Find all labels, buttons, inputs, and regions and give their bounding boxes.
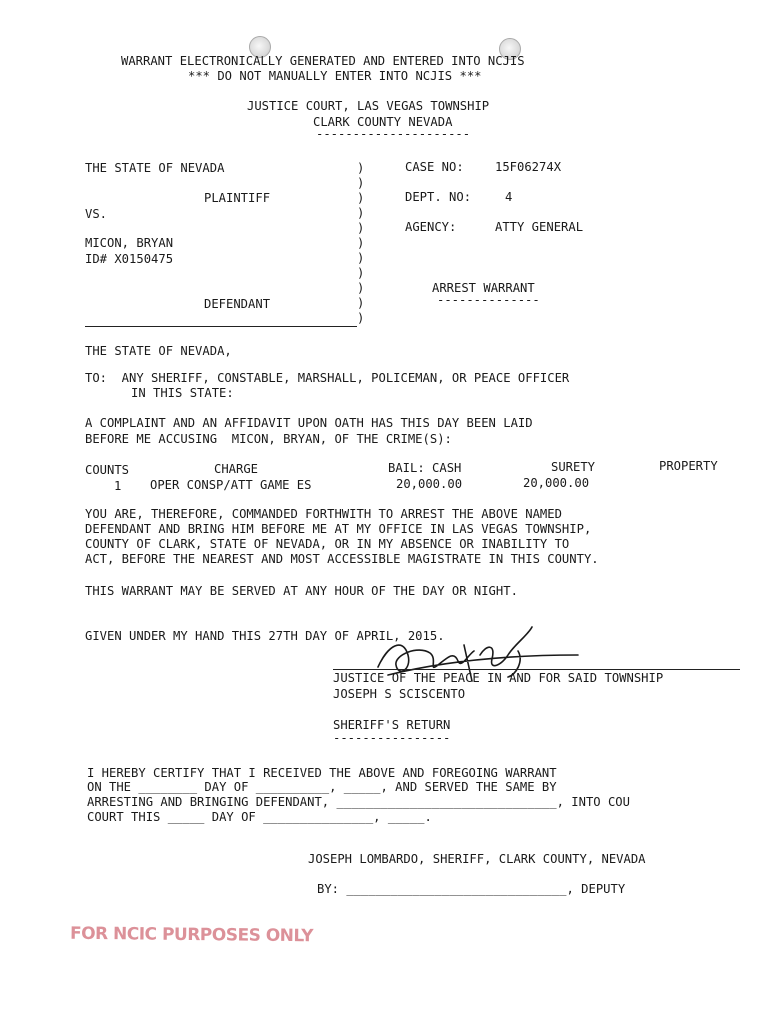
charge-description: OPER CONSP/ATT GAME ES (150, 478, 312, 492)
defendant-id: ID# X0150475 (85, 252, 174, 266)
addressee-line-1: TO: ANY SHERIFF, CONSTABLE, MARSHALL, POLICEMAN, OR PEACE OFFICER (85, 371, 570, 385)
court-underline: --------------------- (316, 127, 471, 141)
defendant-name: MICON, BRYAN (85, 236, 174, 250)
paren: ) (357, 221, 365, 235)
versus-label: VS. (85, 207, 108, 221)
paren: ) (357, 206, 365, 220)
document-title: ARREST WARRANT (432, 281, 535, 295)
dept-no-value: 4 (505, 190, 513, 204)
signature-line (333, 669, 740, 670)
return-line-1: I HEREBY CERTIFY THAT I RECEIVED THE ABOVE AND FOREGOING WARRANT (87, 766, 557, 780)
column-header-bail-cash: BAIL: CASH (388, 461, 462, 475)
justice-name: JOSEPH S SCISCENTO (333, 687, 466, 701)
return-line-3: ARRESTING AND BRINGING DEFENDANT, ______________________________, INTO COU (87, 795, 630, 809)
plaintiff-name: THE STATE OF NEVADA (85, 161, 225, 175)
column-header-charge: CHARGE (214, 462, 259, 476)
caption-bottom-rule (85, 326, 357, 327)
charge-count: 1 (114, 479, 122, 493)
plaintiff-label: PLAINTIFF (204, 191, 271, 205)
dept-no-label: DEPT. NO: (405, 190, 472, 204)
command-line-1: YOU ARE, THEREFORE, COMMANDED FORTHWITH TO ARREST THE ABOVE NAMED (85, 507, 562, 521)
surety-amount: 20,000.00 (523, 476, 590, 490)
defendant-label: DEFENDANT (204, 297, 271, 311)
paren: ) (357, 296, 365, 310)
justice-title: JUSTICE OF THE PEACE IN AND FOR SAID TOWNSHIP (333, 671, 664, 685)
agency-value: ATTY GENERAL (495, 220, 584, 234)
court-name: JUSTICE COURT, LAS VEGAS TOWNSHIP (247, 99, 490, 113)
paren: ) (357, 311, 365, 325)
sheriffs-return-underline: ---------------- (333, 731, 451, 745)
return-line-2: ON THE ________ DAY OF __________, _____, AND SERVED THE SAME BY (87, 780, 557, 794)
command-line-2: DEFENDANT AND BRING HIM BEFORE ME AT MY OFFICE IN LAS VEGAS TOWNSHIP, (85, 522, 592, 536)
deputy-line: BY: ______________________________, DEPUTY (317, 882, 626, 896)
return-line-4: COURT THIS _____ DAY OF _______________, _____. (87, 810, 432, 824)
bail-cash-amount: 20,000.00 (396, 477, 463, 491)
paren: ) (357, 251, 365, 265)
sheriff-name: JOSEPH LOMBARDO, SHERIFF, CLARK COUNTY, NEVADA (308, 852, 646, 866)
paren: ) (357, 161, 365, 175)
header-do-not-enter: *** DO NOT MANUALLY ENTER INTO NCJIS *** (188, 69, 482, 83)
document-title-underline: -------------- (437, 293, 540, 307)
paren: ) (357, 236, 365, 250)
column-header-surety: SURETY (551, 460, 596, 474)
column-header-counts: COUNTS (85, 463, 130, 477)
service-hours-notice: THIS WARRANT MAY BE SERVED AT ANY HOUR OF THE DAY OR NIGHT. (85, 584, 518, 598)
paren: ) (357, 191, 365, 205)
sheriffs-return-title: SHERIFF'S RETURN (333, 718, 451, 732)
ncic-stamp: FOR NCIC PURPOSES ONLY (69, 923, 314, 947)
agency-label: AGENCY: (405, 220, 457, 234)
complaint-line-1: A COMPLAINT AND AN AFFIDAVIT UPON OATH HAS THIS DAY BEEN LAID (85, 416, 533, 430)
paren: ) (357, 281, 365, 295)
paren: ) (357, 266, 365, 280)
case-no-label: CASE NO: (405, 160, 464, 174)
header-ncjis-notice: WARRANT ELECTRONICALLY GENERATED AND ENTERED INTO NCJIS (121, 54, 525, 68)
court-county: CLARK COUNTY NEVADA (313, 115, 453, 129)
command-line-3: COUNTY OF CLARK, STATE OF NEVADA, OR IN MY ABSENCE OR INABILITY TO (85, 537, 570, 551)
column-header-property: PROPERTY (659, 459, 718, 473)
addressee-line-2: IN THIS STATE: (131, 386, 234, 400)
state-salutation: THE STATE OF NEVADA, (85, 344, 232, 358)
given-under-hand: GIVEN UNDER MY HAND THIS 27TH DAY OF APRIL, 2015. (85, 629, 445, 643)
case-no-value: 15F06274X (495, 160, 562, 174)
command-line-4: ACT, BEFORE THE NEAREST AND MOST ACCESSIBLE MAGISTRATE IN THIS COUNTY. (85, 552, 599, 566)
complaint-line-2: BEFORE ME ACCUSING MICON, BRYAN, OF THE CRIME(S): (85, 432, 452, 446)
paren: ) (357, 176, 365, 190)
